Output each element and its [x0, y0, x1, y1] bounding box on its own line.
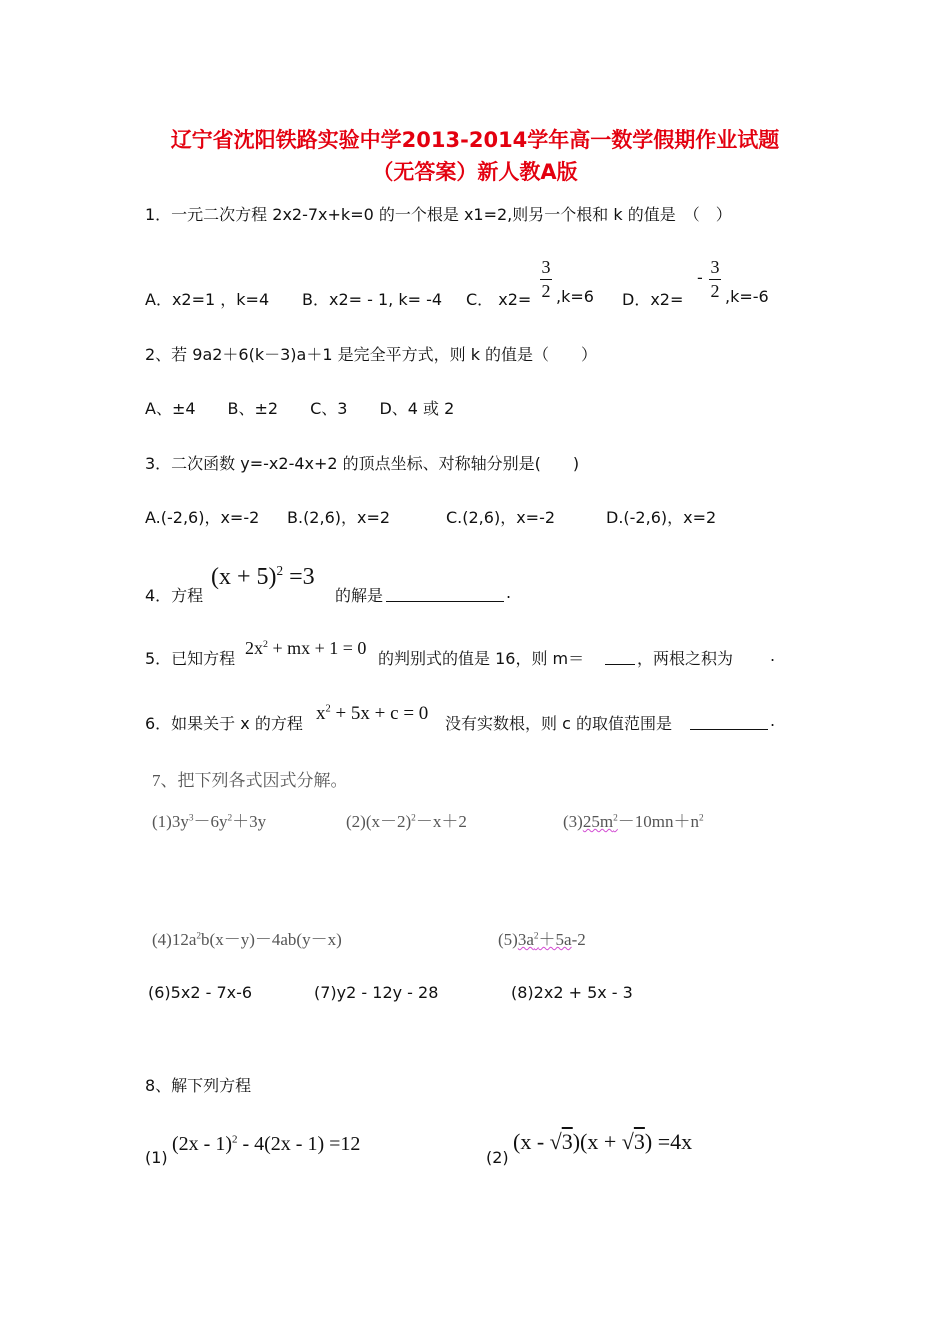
q7-part-4: $(4)12a^2b(x-y)-4ab(y-x)$ [152, 930, 342, 949]
fraction-denominator: 2 [710, 281, 720, 301]
q5-equation: $2x^2$ + mx + 1 = 0 [245, 638, 367, 658]
document-title-line1: 辽宁省沈阳铁路实验中学2013-2014学年高一数学假期作业试题 [170, 128, 780, 152]
q7-part-7: (7)y2 - 12y - 28 [314, 983, 439, 1002]
q6-equation: $x^2 + 5x + c = 0$ [316, 703, 429, 724]
q6-mid: 没有实数根，则 c 的取值范围是 [445, 714, 672, 733]
q7-part-8: (8)2x2 + 5x - 3 [511, 983, 633, 1002]
question-2-stem: 2、若 9a2＋6(k－3)a＋1 是完全平方式，则 k 的值是（ ） [145, 345, 598, 364]
q8-part-1-equation: (2x - 1)$^2$ - 4(2x - 1) =12 [172, 1133, 361, 1155]
q4-end: . [506, 583, 512, 602]
q5-end: . [770, 646, 776, 665]
q4-equation: $(x + 5)^2 =3$ [211, 563, 315, 590]
sqrt-symbol: √ [621, 1129, 634, 1154]
fraction-numerator: 3 [710, 257, 720, 277]
q1-option-c: C． x2= [466, 290, 532, 309]
q4-answer-blank[interactable] [386, 583, 504, 602]
q1-option-d-fraction [709, 258, 721, 300]
q6-end: . [770, 711, 776, 730]
sqrt-symbol: √ [549, 1129, 562, 1154]
fraction-bar [709, 279, 721, 280]
q5-mid: 的判别式的值是 16，则 m＝ [378, 649, 585, 668]
q1-option-b: B．x2= - 1, k= -4 [302, 290, 443, 309]
q1-option-a: A．x2=1 ，k=4 [145, 290, 270, 309]
question-5-prefix: 5．已知方程 [145, 649, 236, 668]
q7-part-3: $(3)25m^2-10mn+n^2$ [563, 812, 704, 831]
document-title-line2: （无答案）新人教A版 [372, 160, 578, 184]
q7-part-2: $(2)(x-2)^2-x+2$ [346, 812, 467, 831]
q3-option-c: C.(2,6)，x=-2 [446, 508, 556, 527]
fraction-denominator: 2 [541, 281, 551, 301]
q5-m-blank[interactable] [605, 646, 635, 665]
question-3-stem: 3．二次函数 y=-x2-4x+2 的顶点坐标、对称轴分别是( ) [145, 454, 580, 473]
fraction-numerator: 3 [541, 257, 551, 277]
q7-part-6: (6)5x2 - 7x-6 [148, 983, 253, 1002]
q1-option-d: D．x2= [622, 290, 684, 309]
q6-answer-blank[interactable] [690, 711, 768, 730]
q8-part-2-equation: (x - √3)(x + √3) =4x [513, 1129, 693, 1154]
q5-mid2: ，两根之积为 [637, 649, 734, 668]
q7-part-1: $(1)3y^3-6y^2+3y$ [152, 812, 267, 831]
question-1-stem: 1．一元二次方程 2x2-7x+k=0 的一个根是 x1=2,则另一个根和 k 的值是 （ ） [145, 205, 732, 224]
question-7-stem: 7、把下列各式因式分解。 [152, 771, 348, 790]
q1-option-c-k: ,k=6 [556, 287, 594, 306]
question-4-prefix: 4．方程 [145, 586, 204, 605]
q4-suffix: 的解是 [335, 586, 384, 605]
q8-part-2-label: (2) [486, 1148, 509, 1167]
q1-option-d-negative-sign: - [697, 268, 703, 287]
q2-options: A、±4 B、±2 C、3 D、4 或 2 [145, 399, 455, 418]
q7-part-5: $(5)3a^2+5a-2$ [498, 930, 586, 949]
question-6-prefix: 6．如果关于 x 的方程 [145, 714, 303, 733]
question-8-stem: 8、解下列方程 [145, 1076, 252, 1095]
q3-option-a: A.(-2,6)，x=-2 [145, 508, 260, 527]
q3-option-b: B.(2,6)，x=2 [287, 508, 391, 527]
q3-option-d: D.(-2,6)，x=2 [606, 508, 717, 527]
fraction-bar [540, 279, 552, 280]
q8-part-1-label: (1) [145, 1148, 168, 1167]
q1-option-c-fraction [540, 258, 552, 300]
q1-option-d-k: ,k=-6 [725, 287, 769, 306]
